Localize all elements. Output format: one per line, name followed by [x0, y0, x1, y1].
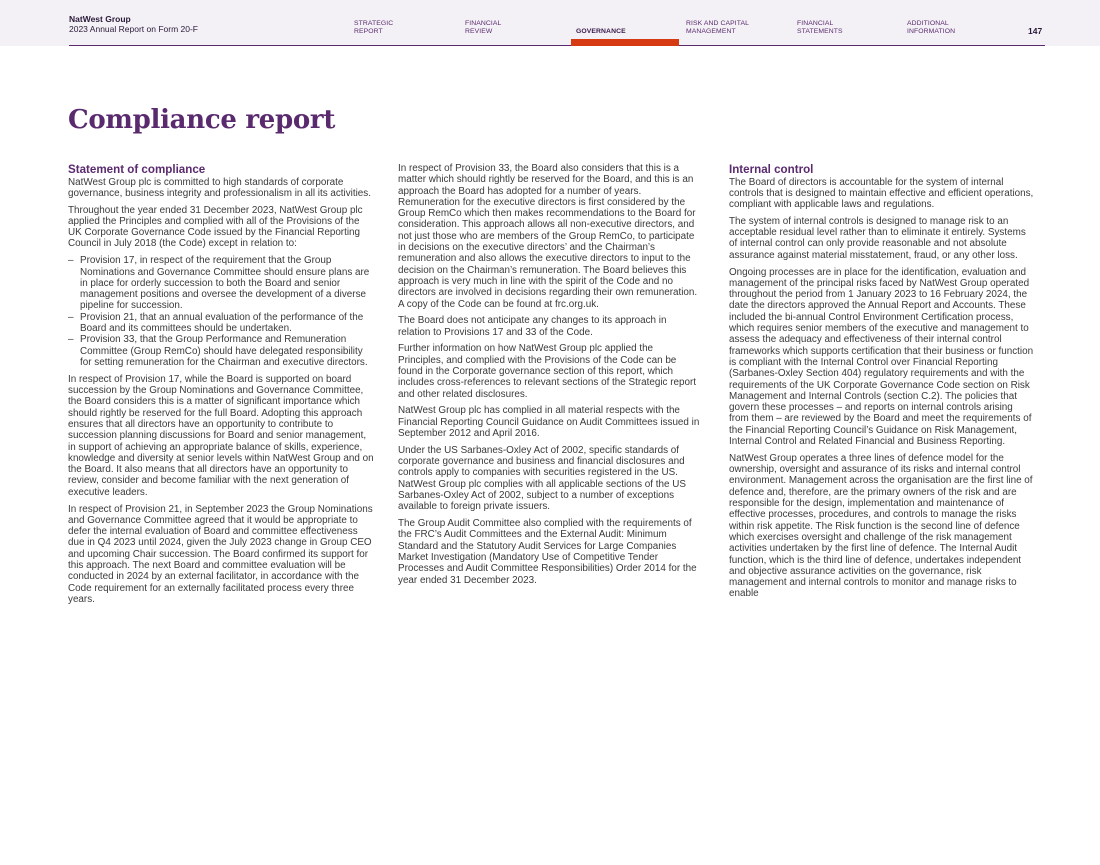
dash-marker: –	[68, 255, 74, 267]
nav-active-indicator	[571, 39, 679, 46]
exceptions-list	[68, 255, 374, 368]
nav-governance[interactable]: GOVERNANCE	[576, 28, 626, 35]
nav-financial-review[interactable]: FINANCIAL REVIEW	[465, 20, 502, 35]
paragraph: The Board does not anticipate any changes to its approach in relation to Provisions 17 and 33 of the Code.	[398, 315, 667, 338]
section-heading-internal-control: Internal control	[729, 163, 814, 176]
paragraph: The system of internal controls is designed to manage risk to an acceptable residual level rather than to eliminate it entirely. Systems of internal control can only provide reasonable and not absolute assurance against material misstatement, fraud, or any other loss.	[729, 215, 1026, 261]
paragraph: NatWest Group plc is committed to high standards of corporate governance, business integrity and professionalism in all its activities.	[68, 176, 371, 199]
nav-financial-statements[interactable]: FINANCIAL STATEMENTS	[797, 20, 843, 35]
paragraph: NatWest Group plc has complied in all material respects with the Financial Reporting Council Guidance on Audit Committees issued in September 2012 and April 2016.	[398, 405, 700, 440]
paragraph: The Board of directors is accountable for the system of internal controls that is designed to maintain effective and efficient operations, compliant with applicable laws and regulations.	[729, 176, 1034, 211]
paragraph: In respect of Provision 33, the Board also considers that this is a matter which should rightly be reserved for the Board, and this is an approach the Board has adopted for a number of years. Remuneration for the executive directors is first considered by the Group RemCo which then makes recommendations to the Board for consideration. This approach allows all non-executive directors, and not just those who are members of the Group RemCo, to participate in decisions on the executive directors’ and the Chairman’s remuneration and also allows the executive directors to input to the decision on the Chairman’s remuneration. The Board believes this approach is very much in line with the spirit of the Code and no directors are involved in decisions regarding their own remuneration. A copy of the Code can be found at frc.org.uk.	[398, 163, 698, 310]
paragraph: Throughout the year ended 31 December 2023, NatWest Group plc applied the Principles and complied with all of the Provisions of the UK Corporate Governance Code issued by the Financial Reporting Council in July 2018 (the Code) except in relation to:	[68, 204, 363, 250]
paragraph: NatWest Group operates a three lines of defence model for the ownership, oversight and assurance of its risks and internal control environment. Management across the organisation are the first line of defence and, therefore, are the primary owners of the risk and are responsible for the design, implementation and maintenance of effective processes, procedures, and controls to manage the risks within risk appetite. The Risk function is the second line of defence which exercises oversight and challenge of the risk management activities undertaken by the first line of defence. The Internal Audit function, which is the third line of defence, undertakes independent and objective assurance activities on the governance, risk management and internal controls to monitor and manage risks to enable	[729, 452, 1033, 600]
nav-risk-capital-management[interactable]: RISK AND CAPITAL MANAGEMENT	[686, 20, 750, 35]
page-number: 147	[1028, 26, 1043, 36]
paragraph: Ongoing processes are in place for the identification, evaluation and management of the principal risks faced by NatWest Group operated throughout the period from 1 January 2023 to 16 February 2024, the date the directors approved the Annual Report and Accounts. These included the bi-annual Control Environment Certification process, which requires senior members of the executive and management to assess the adequacy and effectiveness of their internal control frameworks which supports certification that their business or function is compliant with the Internal Control over Financial Reporting (Sarbanes-Oxley Section 404) regulatory requirements and with the requirements of the UK Corporate Governance Code section on Risk Management and Internal Controls (section C.2). The policies that govern these processes – and reports on internal controls arising from them – are reviewed by the Board and meet the requirements of the Financial Reporting Council’s Guidance on Risk Management, Internal Control and Related Financial and Business Reporting.	[729, 266, 1034, 448]
report-name: 2023 Annual Report on Form 20-F	[69, 24, 198, 34]
paragraph: In respect of Provision 21, in September 2023 the Group Nominations and Governance Committee agreed that it would be appropriate to defer the internal evaluation of Board and committee effectiveness due in Q4 2023 until 2024, given the July 2023 change in Group CEO and upcoming Chair succession. The Board confirmed its support for this approach. The next Board and committee evaluation will be conducted in 2024 by an external facilitator, in accordance with the Code requirement for an externally facilitated process every three years.	[68, 503, 373, 605]
dash-marker: –	[68, 311, 74, 323]
section-heading-statement-of-compliance: Statement of compliance	[68, 163, 206, 176]
brand-block	[69, 14, 198, 34]
paragraph: Under the US Sarbanes-Oxley Act of 2002, specific standards of corporate governance and business and financial disclosures and controls apply to companies with securities registered in the US. NatWest Group plc complies with all applicable sections of the US Sarbanes-Oxley Act of 2002, subject to a number of exceptions available to foreign private issuers.	[398, 444, 686, 513]
company-name: NatWest Group	[69, 14, 131, 24]
column-2	[398, 163, 701, 591]
nav-additional-information[interactable]: ADDITIONAL INFORMATION	[907, 20, 956, 35]
paragraph: Further information on how NatWest Group plc applied the Principles, and complied with the Provisions of the Code can be found in the Corporate governance section of this report, which includes cross-references to relevant sections of the Strategic report and other related disclosures.	[398, 343, 697, 400]
list-item: – Provision 17, in respect of the requirement that the Group Nominations and Governance Committee should ensure plans are in place for orderly succession to both the Board and senior management positions and oversee the development of a diverse pipeline for succession.	[68, 255, 370, 312]
dash-marker: –	[68, 334, 74, 346]
nav-strategic-report[interactable]: STRATEGIC REPORT	[354, 20, 394, 35]
column-3	[729, 163, 1035, 605]
paragraph: In respect of Provision 17, while the Board is supported on board succession by the Group Nominations and Governance Committee, the Board considers this is a matter of significant importance which should rightly be reserved for the full Board. Adopting this approach ensures that all directors have an opportunity to contribute to succession planning discussions for Board and senior management, in support of achieving an appropriate balance of skills, experience, knowledge and diversity at senior levels within NatWest Group and on the Board. It also means that all directors have an opportunity to review, consider and become familiar with the next generation of executive leaders.	[68, 373, 374, 498]
list-item: – Provision 21, that an annual evaluation of the performance of the Board and its committees should be undertaken.	[68, 311, 364, 335]
page-title: Compliance report	[68, 105, 336, 135]
list-item: – Provision 33, that the Group Performance and Remuneration Committee (Group RemCo) should have delegated responsibility for setting remuneration for the Chairman and executive directors.	[68, 334, 368, 368]
paragraph: The Group Audit Committee also complied with the requirements of the FRC’s Audit Committees and the External Audit: Minimum Standard and the Statutory Audit Services for Large Companies Market Investigation (Mandatory Use of Competitive Tender Processes and Audit Committee Responsibilities) Order 2014 for the year ended 31 December 2023.	[398, 518, 697, 586]
header-divider	[69, 45, 1045, 46]
column-1	[68, 163, 374, 611]
